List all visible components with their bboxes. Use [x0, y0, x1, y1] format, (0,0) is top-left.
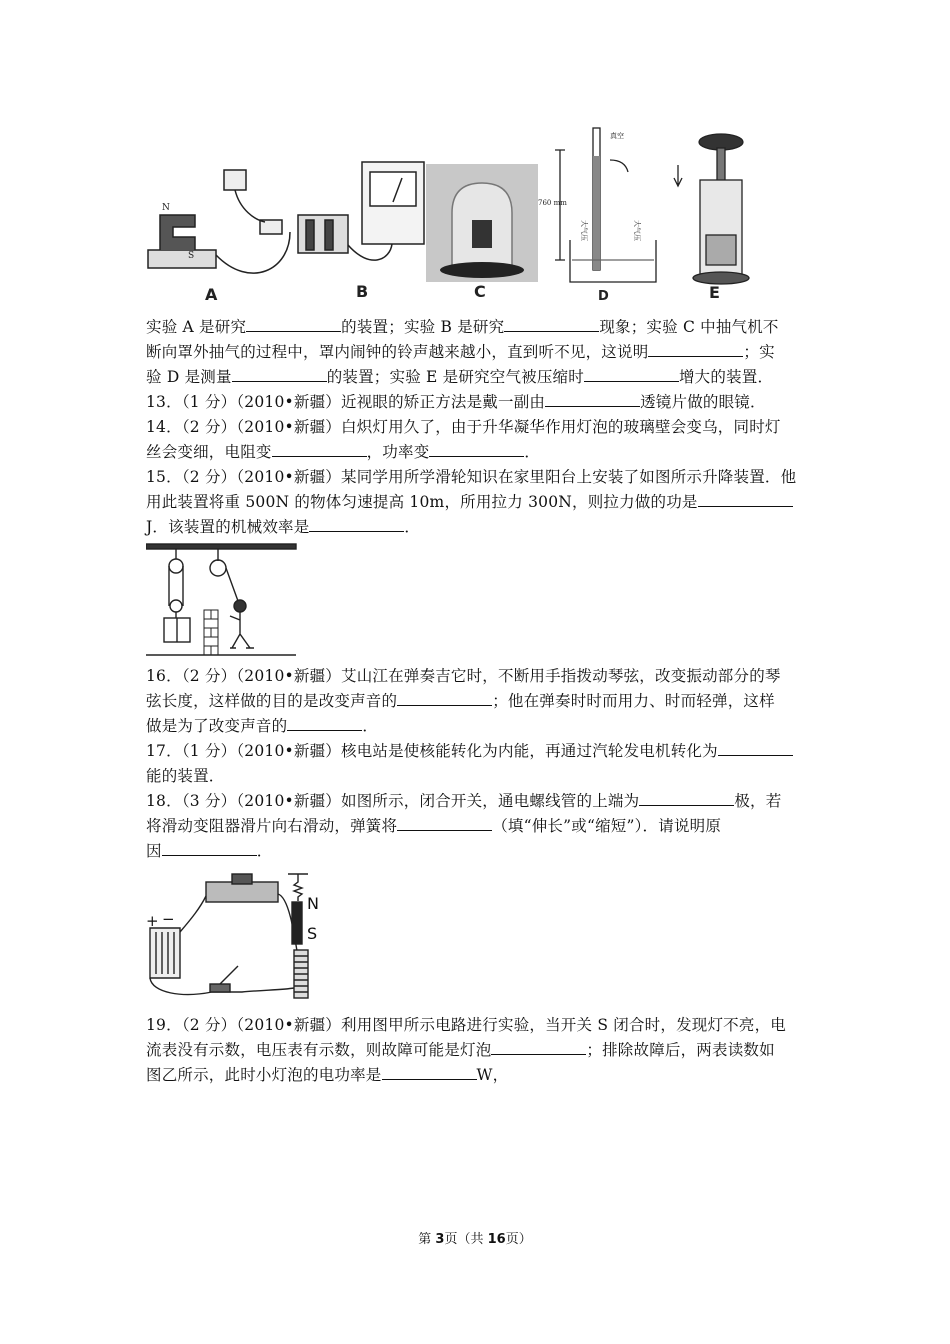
figure-minus-sign: −	[162, 910, 175, 928]
q12-line-2: 断向罩外抽气的过程中，罩内闹钟的铃声越来越小，直到听不见，这说明 ；实	[146, 343, 775, 361]
q12-line-1: 实验 A 是研究 的装置；实验 B 是研究 现象；实验 C 中抽气机不	[146, 318, 779, 336]
answer-blank[interactable]	[698, 492, 793, 507]
solenoid-circuit-figure	[142, 868, 332, 1006]
answer-blank[interactable]	[648, 342, 743, 357]
current-page-number: 3	[435, 1232, 445, 1247]
figure-caption-d: D	[598, 289, 609, 304]
q12-line-3: 验 D 是测量 的装置；实验 E 是研究空气被压缩时 增大的装置．	[146, 368, 774, 386]
figure-d-height-label: 760 mm	[538, 199, 567, 207]
svg-text:S: S	[188, 251, 195, 261]
figure-d-vacuum-label: 真空	[610, 132, 624, 140]
answer-blank[interactable]	[718, 741, 793, 756]
answer-blank[interactable]	[246, 317, 341, 332]
question-18-line-3: 因 ．	[146, 842, 273, 860]
question-19-line-3: 图乙所示，此时小灯泡的电功率是 W，	[146, 1066, 509, 1084]
question-16-line-2: 弦长度，这样做的目的是改变声音的 ；他在弹奏时时而用力、时而轻弹，这样	[146, 692, 775, 710]
answer-blank[interactable]	[382, 1065, 477, 1080]
answer-blank[interactable]	[397, 691, 492, 706]
figure-caption-a: A	[205, 285, 218, 304]
question-18-line-2: 将滑动变阻器滑片向右滑动，弹簧将 （填“伸长”或“缩短”）．请说明原	[146, 817, 722, 835]
question-14-line-2: 丝会变细，电阻变 ，功率变 ．	[146, 443, 541, 461]
experiment-figures-a-to-e	[140, 120, 750, 305]
figure-plus-sign: +	[146, 912, 159, 930]
question-17-line-2: 能的装置．	[146, 767, 225, 785]
answer-blank[interactable]	[309, 517, 404, 532]
answer-blank[interactable]	[545, 392, 640, 407]
answer-blank[interactable]	[397, 816, 492, 831]
answer-blank[interactable]	[287, 716, 362, 731]
figure-a-magnet-setup	[148, 170, 290, 273]
question-15-line-3: J．该装置的机械效率是 ．	[146, 518, 421, 536]
figure-caption-c: C	[474, 282, 486, 301]
question-14-line-1: 14．（2 分）（2010•新疆）白炽灯用久了，由于升华凝华作用灯泡的玻璃壁会变乌，同时灯	[146, 418, 781, 436]
figure-caption-e: E	[709, 283, 720, 302]
question-16-line-1: 16．（2 分）（2010•新疆）艾山江在弹奏吉它时，不断用手指拨动琴弦，改变振动部分的琴	[146, 667, 781, 685]
question-19-line-1: 19．（2 分）（2010•新疆）利用图甲所示电路进行实验，当开关 S 闭合时，发现灯不亮，电	[146, 1016, 786, 1034]
figure-b-induction-setup	[298, 162, 424, 260]
question-16-line-3: 做是为了改变声音的 ．	[146, 717, 379, 735]
question-18-line-1: 18．（3 分）（2010•新疆）如图所示，闭合开关，通电螺线管的上端为 极，若	[146, 792, 782, 810]
question-15-line-1: 15．（2 分）（2010•新疆）某同学用所学滑轮知识在家里阳台上安装了如图所示升降装置．他	[146, 468, 797, 486]
figure-south-label: S	[307, 924, 318, 943]
answer-blank[interactable]	[491, 1040, 586, 1055]
answer-blank[interactable]	[162, 841, 257, 856]
figure-north-label: N	[307, 894, 319, 913]
question-13: 13．（1 分）（2010•新疆）近视眼的矫正方法是戴一副由 透镜片做的眼镜．	[146, 393, 766, 411]
answer-blank[interactable]	[272, 442, 367, 457]
svg-text:N: N	[162, 203, 170, 213]
figure-caption-b: B	[356, 282, 369, 301]
question-19-line-2: 流表没有示数，电压表有示数，则故障可能是灯泡 ；排除故障后，两表读数如	[146, 1041, 775, 1059]
answer-blank[interactable]	[232, 367, 327, 382]
question-17-line-1: 17．（1 分）（2010•新疆）核电站是使核能转化为内能，再通过汽轮发电机转化为	[146, 740, 793, 762]
question-15-line-2: 用此装置将重 500N 的物体匀速提高 10m，所用拉力 300N，则拉力做的功是	[146, 491, 793, 513]
pulley-figure	[146, 540, 306, 660]
figure-c-bell-jar	[426, 164, 538, 282]
answer-blank[interactable]	[584, 367, 679, 382]
figure-d-barometer	[555, 128, 656, 282]
figure-e-air-compression	[674, 134, 749, 284]
page-footer: 第 3页（共 16页）	[418, 1232, 532, 1247]
figure-d-pressure-label-right: 大气压	[633, 220, 641, 241]
total-pages: 16	[487, 1232, 506, 1247]
answer-blank[interactable]	[639, 791, 734, 806]
answer-blank[interactable]	[504, 317, 599, 332]
figure-d-pressure-label-left: 大气压	[580, 220, 588, 241]
answer-blank[interactable]	[429, 442, 524, 457]
